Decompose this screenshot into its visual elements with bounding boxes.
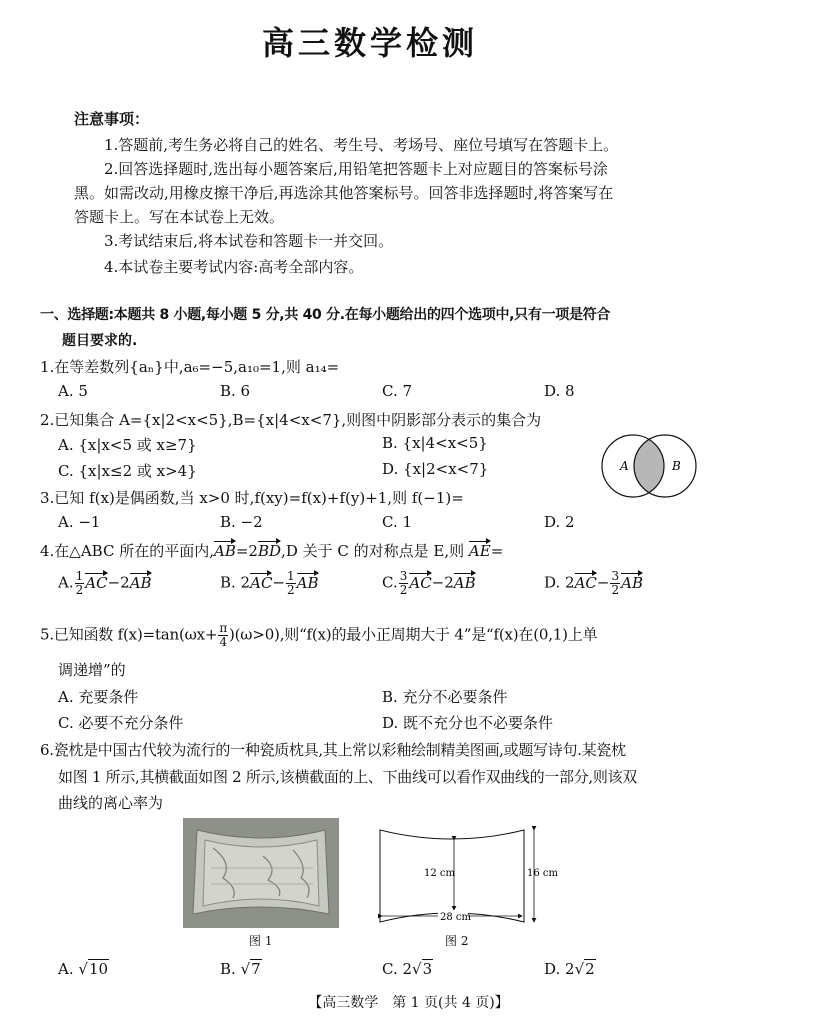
q5-stem-line-2: 调递增”的 [58, 661, 126, 679]
q4-a-prefix: A. [58, 573, 74, 592]
vector-ac: AC [409, 573, 432, 592]
venn-label-a: A [620, 459, 629, 473]
vector-ab: AB [296, 573, 319, 592]
q5-stem [40, 622, 597, 649]
numerator: 1 [75, 569, 84, 583]
q4-c-mid: −2 [431, 573, 454, 592]
fraction [286, 570, 296, 597]
q2-option-d: D. {x|2<x<7} [382, 460, 489, 478]
q4-d-prefix: D. 2 [544, 573, 575, 592]
vector-ab: AB [453, 573, 476, 592]
page-footer: 【高三数学 第 1 页(共 4 页)】 [308, 995, 509, 1011]
q4-option-d [544, 570, 643, 597]
q5-stem-part-1: 5.已知函数 f(x)=tan(ωx+ [40, 625, 218, 644]
q4-d-mid: − [596, 573, 610, 592]
q1-stem: 1.在等差数列{aₙ}中,a₆=−5,a₁₀=1,则 a₁₄= [40, 358, 340, 376]
q3-option-a: A. −1 [58, 513, 101, 531]
q3-option-c: C. 1 [382, 513, 413, 531]
notice-line-2b: 黑。如需改动,用橡皮擦干净后,再选涂其他答案标号。回答非选择题时,将答案写在 [74, 184, 614, 202]
denominator: 2 [75, 583, 84, 597]
q6-b-prefix: B. [220, 960, 241, 978]
fraction [610, 570, 620, 597]
q6-option-d: D. 2√2 [544, 960, 595, 978]
radicand: 10 [88, 960, 109, 978]
venn-diagram [598, 433, 702, 501]
q1-option-b: B. 6 [220, 382, 251, 400]
fraction [218, 622, 228, 649]
numerator: 1 [287, 569, 295, 583]
q4-stem [40, 540, 503, 561]
notice-line-2a: 2.回答选择题时,选出每小题答案后,用铅笔把答题卡上对应题目的答案标号涂 [104, 160, 608, 178]
notice-heading: 注意事项： [74, 110, 150, 128]
q4-option-b [220, 570, 319, 597]
q3-stem: 3.已知 f(x)是偶函数,当 x>0 时,f(xy)=f(x)+f(y)+1,则 f(−1)= [40, 489, 464, 507]
q6-d-prefix: D. 2 [544, 960, 575, 978]
denominator: 2 [399, 583, 408, 597]
q6-a-prefix: A. [58, 960, 79, 978]
notice-line-3: 3.考试结束后,将本试卷和答题卡一并交回。 [104, 232, 394, 250]
radicand: 7 [251, 960, 261, 978]
q6-option-a: A. √10 [58, 960, 109, 978]
q4-b-prefix: B. 2 [220, 573, 251, 592]
fraction [75, 570, 85, 597]
q5-option-c: C. 必要不充分条件 [58, 714, 184, 732]
q6-option-c: C. 2√3 [382, 960, 433, 978]
q4-a-mid: −2 [107, 573, 130, 592]
venn-label-b: B [672, 459, 681, 473]
q4-stem-part-2: ,D 关于 C 的对称点是 E,则 [281, 542, 469, 560]
notice-line-4: 4.本试卷主要考试内容:高考全部内容。 [104, 258, 364, 276]
numerator: 3 [611, 569, 620, 583]
numerator: π [219, 621, 227, 635]
q4-option-a [58, 570, 152, 597]
q2-stem: 2.已知集合 A={x|2<x<5},B={x|4<x<7},则图中阴影部分表示的集合为 [40, 411, 542, 429]
q1-option-c: C. 7 [382, 382, 413, 400]
q4-option-c [382, 570, 476, 597]
vector-ae: AE [468, 542, 491, 560]
q2-option-b: B. {x|4<x<5} [382, 434, 488, 452]
denominator: 4 [219, 635, 227, 649]
vector-bd: BD [257, 542, 282, 560]
dimension-label-16cm: 16 cm [527, 868, 558, 879]
q5-stem-part-2: )(ω>0),则“f(x)的最小正周期大于 4”是“f(x)在(0,1)上单 [229, 625, 598, 644]
q1-option-a: A. 5 [58, 382, 88, 400]
vector-ab: AB [129, 573, 152, 592]
q4-b-mid: − [272, 573, 285, 592]
q4-c-prefix: C. [382, 573, 398, 592]
q4-stem-part-1: 4.在△ABC 所在的平面内, [40, 542, 214, 560]
dimension-label-12cm: 12 cm [424, 868, 455, 879]
q3-option-b: B. −2 [220, 513, 263, 531]
fraction [399, 570, 409, 597]
q3-option-d: D. 2 [544, 513, 575, 531]
q6-c-prefix: C. 2 [382, 960, 413, 978]
q6-stem-line-1: 6.瓷枕是中国古代较为流行的一种瓷质枕具,其上常以彩釉绘制精美图画,或题写诗句.某瓷枕 [40, 741, 626, 759]
q2-option-a: A. {x|x<5 或 x≥7} [58, 436, 197, 454]
q6-stem-line-3: 曲线的离心率为 [58, 794, 164, 812]
page-title: 高三数学检测 [261, 24, 478, 62]
vector-ac: AC [85, 573, 108, 592]
q2-option-c: C. {x|x≤2 或 x>4} [58, 462, 197, 480]
section-heading-line-2: 题目要求的. [62, 333, 138, 349]
q6-stem-line-2: 如图 1 所示,其横截面如图 2 所示,该横截面的上、下曲线可以看作双曲线的一部分,则该双 [58, 768, 637, 786]
cross-section-diagram [372, 824, 558, 928]
dimension-label-28cm: 28 cm [440, 912, 471, 923]
figure-2-caption: 图 2 [445, 934, 469, 948]
q4-stem-part-3: = [490, 542, 504, 560]
vector-ac: AC [250, 573, 273, 592]
figure-1-caption: 图 1 [249, 934, 273, 948]
q5-option-b: B. 充分不必要条件 [382, 688, 508, 706]
notice-line-2c: 答题卡上。写在本试卷上无效。 [74, 208, 285, 226]
radicand: 3 [422, 960, 433, 978]
section-heading-line-1: 一、选择题:本题共 8 小题,每小题 5 分,共 40 分.在每小题给出的四个选项中,只有一项是符合 [40, 307, 611, 323]
porcelain-pillow-photo [183, 818, 339, 928]
q5-option-d: D. 既不充分也不必要条件 [382, 714, 554, 732]
q4-eq: =2 [235, 542, 258, 560]
radicand: 2 [585, 960, 595, 978]
vector-ab: AB [214, 542, 236, 560]
vector-ab: AB [621, 573, 643, 592]
denominator: 2 [287, 583, 295, 597]
q1-option-d: D. 8 [544, 382, 575, 400]
vector-ac: AC [574, 573, 597, 592]
denominator: 2 [611, 583, 620, 597]
numerator: 3 [399, 569, 408, 583]
q6-option-b: B. √7 [220, 960, 261, 978]
notice-line-1: 1.答题前,考生务必将自己的姓名、考生号、考场号、座位号填写在答题卡上。 [104, 136, 619, 154]
q5-option-a: A. 充要条件 [58, 688, 139, 706]
